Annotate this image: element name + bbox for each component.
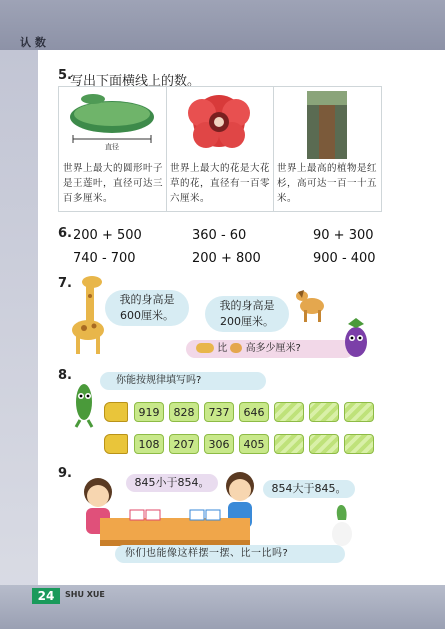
cucumber-character: [68, 380, 102, 428]
giraffe-illustration: [68, 276, 110, 356]
train-car: 646: [239, 402, 269, 422]
horse-speech-bubble: [205, 296, 289, 332]
train-car-blank[interactable]: [309, 434, 339, 454]
compare-question-pill: [186, 340, 354, 358]
subject-label: SHU XUE: [65, 590, 105, 599]
children-table-illustration: [70, 470, 360, 548]
card-text: 世界上最高的植物是红杉，高可达一百一十五米。: [277, 163, 378, 204]
card-redwood: [273, 87, 381, 211]
page-number: 24: [32, 588, 60, 604]
train-car: 737: [204, 402, 234, 422]
train-car-blank[interactable]: [344, 402, 374, 422]
train-car-blank[interactable]: [309, 402, 339, 422]
horse-illustration: [294, 288, 328, 324]
q6-expr: 740 - 700: [73, 251, 136, 266]
chapter-label: 认 数: [20, 36, 46, 49]
train-car: 919: [134, 402, 164, 422]
number-train-1: [104, 402, 376, 422]
train-car-blank[interactable]: [274, 434, 304, 454]
train-engine: [104, 434, 128, 454]
q8-number: 8.: [58, 368, 72, 383]
train-car: 405: [239, 434, 269, 454]
giraffe-speech-bubble: [105, 290, 189, 326]
bubble-line: 200厘米。: [220, 315, 274, 328]
top-banner: [0, 0, 445, 50]
q6-expr: 200 + 500: [73, 228, 142, 243]
train-car-blank[interactable]: [344, 434, 374, 454]
q9-bottom-prompt: 你们也能像这样摆一摆、比一比吗?: [115, 545, 345, 563]
compare-prefix: 比: [217, 343, 228, 354]
q6-expr: 900 - 400: [313, 251, 376, 266]
boy-speech-bubble: 854大于845。: [263, 480, 355, 498]
number-train-2: [104, 434, 376, 454]
card-water-lily: [59, 87, 167, 211]
diameter-label: 直径: [105, 143, 119, 151]
q6-expr: 360 - 60: [192, 228, 247, 243]
left-margin-band: [0, 50, 38, 595]
q7-number: 7.: [58, 276, 72, 291]
train-car: 207: [169, 434, 199, 454]
train-car: 108: [134, 434, 164, 454]
train-engine: [104, 402, 128, 422]
bubble-line: 我的身高是: [119, 293, 175, 306]
q5-number: 5.: [58, 68, 72, 83]
q6-expr: 200 + 800: [192, 251, 261, 266]
q9-number: 9.: [58, 466, 72, 481]
q8-prompt: 你能按规律填写吗?: [100, 372, 266, 390]
q5-title: 写出下面横线上的数。: [70, 74, 201, 89]
q6-number: 6.: [58, 226, 72, 241]
bubble-line: 我的身高是: [219, 299, 275, 312]
train-car: 828: [169, 402, 199, 422]
compare-suffix: 高多少厘米?: [245, 343, 301, 354]
card-rafflesia: [166, 87, 274, 211]
q5-cards: [58, 86, 382, 212]
train-car: 306: [204, 434, 234, 454]
rafflesia-image: [172, 91, 267, 149]
card-text: 世界上最大的花是大花草的花，直径有一百零六厘米。: [170, 163, 271, 204]
redwood-image: [279, 91, 375, 149]
horse-mini-icon: [230, 343, 242, 353]
giraffe-mini-icon: [196, 343, 214, 353]
card-text: 世界上最大的圆形叶子是王莲叶，直径可达三百多厘米。: [63, 163, 164, 204]
eggplant-character: [342, 314, 370, 360]
train-car-blank[interactable]: [274, 402, 304, 422]
q6-expr: 90 + 300: [313, 228, 374, 243]
bubble-line: 600厘米。: [120, 309, 174, 322]
girl-speech-bubble: 845小于854。: [126, 474, 218, 492]
water-lily-image: [65, 91, 160, 149]
